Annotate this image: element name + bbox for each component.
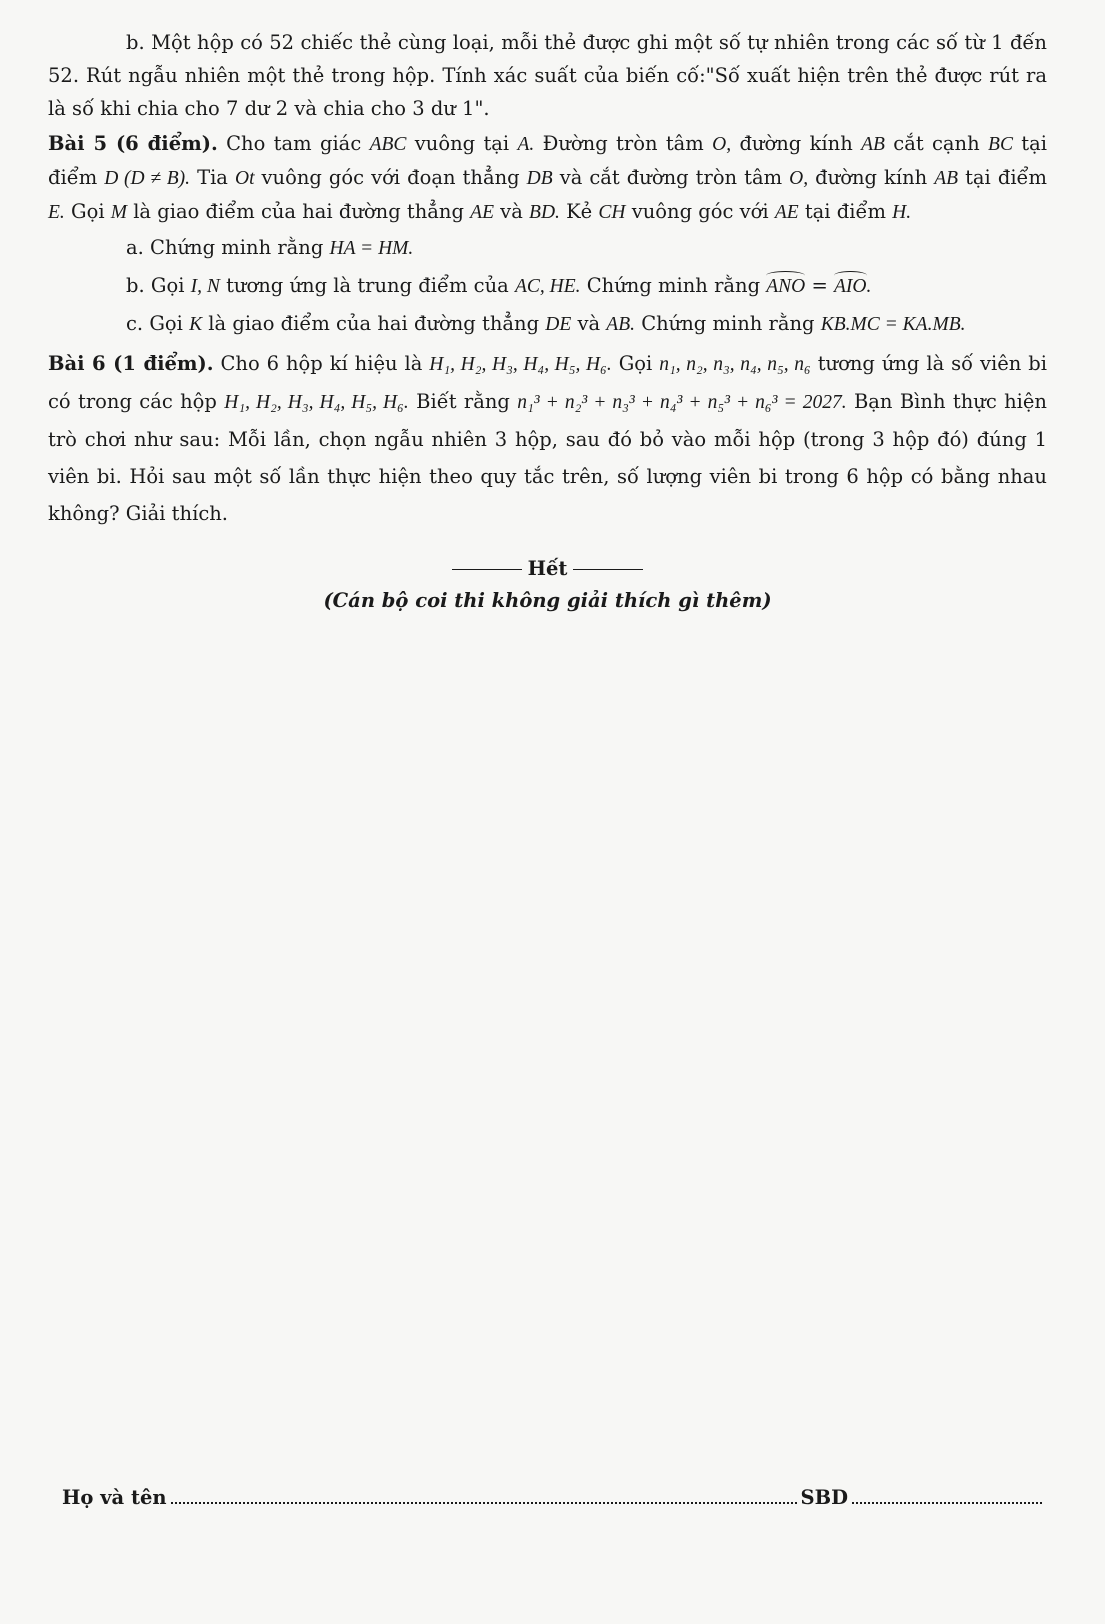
text-fragment: cắt cạnh	[884, 132, 989, 155]
text-fragment: Kẻ	[559, 200, 599, 223]
math-counts: n₁, n₂, n₃, n₄, n₅, n₆	[659, 354, 811, 375]
text-fragment: Chứng minh rằng	[635, 312, 821, 335]
end-label: Hết	[527, 557, 568, 580]
text-fragment: tại điểm	[798, 200, 893, 223]
text-fragment: là giao điểm của hai đường thẳng	[202, 312, 546, 335]
text-fragment: Tia	[190, 166, 235, 189]
text-fragment: Bạn Bình thực hiện trò chơi như sau: Mỗi lần, chọn ngẫu nhiên 3 hộp, sau đó bỏ vào mỗi hộp (trong 3 hộp đó) đúng 1 viên bi. Hỏi sau một số lần thực hiện theo quy tắc trên, số lượng viên bi trong 6 hộp có bằng nhau không? Giải thích.	[48, 390, 1047, 525]
text-fragment: Gọi	[64, 200, 111, 223]
problem-5c	[48, 307, 1047, 341]
math-e: E.	[48, 202, 65, 223]
problem-6-statement	[48, 345, 1047, 532]
text-fragment: và cắt đường tròn tâm	[552, 166, 790, 189]
math-d: D (D ≠ B).	[104, 168, 191, 189]
math-m: M	[110, 202, 127, 223]
angle-ano: ANO	[766, 270, 805, 303]
name-field[interactable]	[171, 1502, 797, 1504]
math-k: K	[189, 314, 203, 335]
math-ae: AE	[470, 202, 494, 223]
math-h: H.	[892, 202, 912, 223]
math-de: DE	[545, 314, 572, 335]
math-ot: Ot	[234, 168, 255, 189]
text-fragment: Biết rằng	[408, 390, 518, 413]
text-fragment: Chứng minh rằng	[580, 274, 767, 297]
candidate-info	[62, 1486, 1042, 1509]
math-ab: AB	[861, 134, 885, 155]
math-cube-sum: n₁³ + n₂³ + n₃³ + n₄³ + n₅³ + n₆³ = 2027.	[517, 392, 847, 413]
math-a: A.	[517, 134, 535, 155]
math-ha-hm: HA = HM.	[329, 238, 414, 259]
text-fragment: tương ứng là trung điểm của	[219, 274, 515, 297]
math-o: O,	[712, 134, 732, 155]
math-ch: CH	[598, 202, 626, 223]
text-fragment: tương ứng là số viên bi có trong các hộp	[48, 352, 1048, 413]
problem-4b-text: b. Một hộp có 52 chiếc thẻ cùng loại, mỗi thẻ được ghi một số tự nhiên trong các số từ 1 đến 52. Rút ngẫu nhiên một thẻ trong hộp. Tính xác suất của biến cố:"Số xuất hiện trên thẻ được rút ra là số khi chia cho 7 dư 2 và chia cho 3 dư 1".	[48, 31, 1047, 120]
text-fragment: vuông tại	[406, 132, 518, 155]
problem-5-heading: Bài 5 (6 điểm).	[48, 132, 218, 155]
math-ab: AB	[934, 168, 959, 189]
name-label: Họ và tên	[62, 1486, 167, 1509]
end-marker	[48, 554, 1047, 584]
text-fragment: Gọi	[611, 352, 660, 375]
text-fragment: đường kính	[808, 166, 935, 189]
problem-6-heading: Bài 6 (1 điểm).	[48, 352, 214, 375]
text-fragment: và	[493, 200, 530, 223]
math-ab: AB.	[606, 314, 635, 335]
math-boxes: H₁, H₂, H₃, H₄, H₅, H₆.	[224, 392, 409, 413]
text-fragment: Đường tròn tâm	[534, 132, 713, 155]
text-fragment: tại điểm	[958, 166, 1048, 189]
text-fragment: vuông góc với đoạn thẳng	[254, 166, 527, 189]
text-fragment: Cho 6 hộp kí hiệu là	[213, 352, 430, 375]
text-fragment: vuông góc với	[625, 200, 775, 223]
dash-left	[452, 569, 522, 570]
angle-aio: AIO	[834, 270, 867, 303]
math-ae: AE	[774, 202, 799, 223]
math-db: DB	[526, 168, 553, 189]
math-kb-mc: KB.MC = KA.MB.	[820, 314, 966, 335]
math-bc: BC	[988, 134, 1013, 155]
text-fragment: là giao điểm của hai đường thẳng	[127, 200, 471, 223]
math-i-n: I, N	[190, 276, 220, 297]
dash-right	[573, 569, 643, 570]
period: .	[866, 276, 872, 297]
math-bd: BD.	[529, 202, 560, 223]
text-fragment: và	[571, 312, 607, 335]
problem-5a	[48, 231, 1047, 265]
math-abc: ABC	[369, 134, 407, 155]
equals-sign: =	[805, 274, 835, 297]
problem-5-statement	[48, 127, 1047, 229]
text-fragment: Cho tam giác	[217, 132, 370, 155]
sbd-label: SBD	[800, 1486, 848, 1509]
part-a-label: a. Chứng minh rằng	[126, 236, 330, 259]
text-fragment: tại điểm	[48, 132, 1047, 189]
proctor-note: (Cán bộ coi thi không giải thích gì thêm)	[323, 589, 772, 612]
math-ac-he: AC, HE.	[515, 276, 581, 297]
math-o: O,	[789, 168, 809, 189]
sbd-field[interactable]	[852, 1502, 1042, 1504]
text-fragment: đường kính	[731, 132, 862, 155]
math-boxes: H₁, H₂, H₃, H₄, H₅, H₆.	[429, 354, 612, 375]
problem-5b	[48, 269, 1047, 303]
part-c-label: c. Gọi	[126, 312, 190, 335]
part-b-label: b. Gọi	[126, 274, 191, 297]
